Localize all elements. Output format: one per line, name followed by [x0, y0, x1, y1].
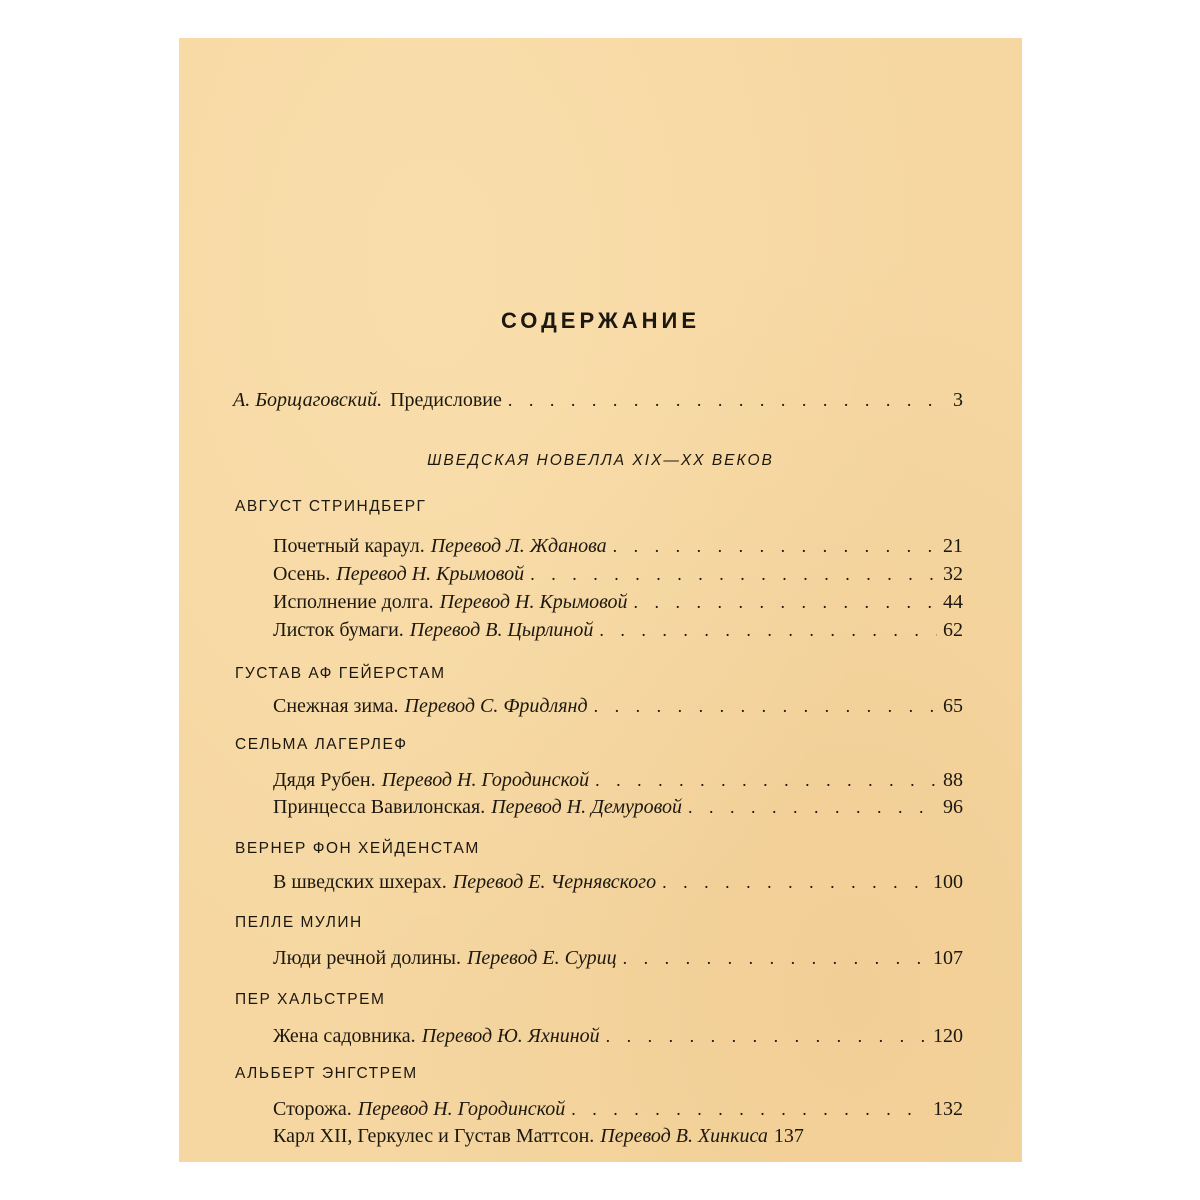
entry-page: 21: [943, 535, 963, 557]
entry-translator: Перевод С. Фридлянд: [404, 695, 588, 717]
toc-entry: [273, 769, 963, 792]
toc-entry: [273, 1125, 963, 1148]
author-heading: ПЕР ХАЛЬСТРЕМ: [235, 991, 386, 1008]
dot-leader: [599, 620, 937, 641]
dot-leader: [613, 536, 937, 557]
author-heading: ГУСТАВ АФ ГЕЙЕРСТАМ: [235, 665, 446, 682]
entry-page: 120: [933, 1025, 963, 1047]
entry-title: В шведских шхерах.: [273, 871, 447, 893]
toc-entry: [273, 796, 963, 819]
author-heading: СЕЛЬМА ЛАГЕРЛЕФ: [235, 736, 408, 753]
author-heading: ПЕЛЛЕ МУЛИН: [235, 914, 363, 931]
entry-translator: Перевод Е. Чернявского: [452, 871, 657, 893]
dot-leader: [571, 1099, 927, 1120]
dot-leader: [508, 390, 947, 411]
author-heading: ВЕРНЕР ФОН ХЕЙДЕНСТАМ: [235, 840, 480, 857]
entry-page: 107: [933, 947, 963, 969]
entry-title: Снежная зима.: [273, 695, 399, 717]
toc-entry: [273, 871, 963, 894]
entry-translator: Перевод Н. Городинской: [357, 1098, 566, 1120]
dot-leader: [688, 797, 937, 818]
entry-title: Листок бумаги.: [273, 619, 404, 641]
entry-page: 132: [933, 1098, 963, 1120]
entry-page: 96: [943, 796, 963, 818]
entry-page: 62: [943, 619, 963, 641]
dot-leader: [530, 564, 937, 585]
preface-author: А. Борщаговский.: [233, 389, 383, 411]
preface-page: 3: [953, 389, 963, 411]
entry-translator: Перевод Н. Крымовой: [439, 591, 628, 613]
entry-page: 100: [933, 871, 963, 893]
dot-leader: [623, 948, 927, 969]
entry-title: Осень.: [273, 563, 331, 585]
entry-translator: Перевод Н. Крымовой: [336, 563, 525, 585]
entry-translator: Перевод Л. Жданова: [430, 535, 607, 557]
entry-translator: Перевод В. Хинкиса: [600, 1125, 768, 1147]
entry-translator: Перевод Н. Демуровой: [491, 796, 683, 818]
preface-entry: [233, 389, 963, 412]
entry-title: Исполнение долга.: [273, 591, 434, 613]
entry-page: 137: [773, 1125, 804, 1147]
page-title: СОДЕРЖАНИЕ: [500, 308, 701, 333]
toc-entry: [273, 1098, 963, 1121]
section-heading: ШВЕДСКАЯ НОВЕЛЛА XIX—XX ВЕКОВ: [427, 452, 774, 469]
entry-page: 32: [943, 563, 963, 585]
entry-translator: Перевод В. Цырлиной: [409, 619, 594, 641]
author-heading: АВГУСТ СТРИНДБЕРГ: [235, 498, 427, 515]
author-heading: АЛЬБЕРТ ЭНГСТРЕМ: [235, 1065, 418, 1082]
preface-title: Предисловие: [390, 389, 502, 411]
toc-entry: [273, 535, 963, 558]
toc-entry: [273, 563, 963, 586]
toc-entry: [273, 1025, 963, 1048]
entry-title: Сторожа.: [273, 1098, 352, 1120]
entry-translator: Перевод Ю. Яхниной: [421, 1025, 600, 1047]
dot-leader: [634, 592, 938, 613]
toc-entry: [273, 695, 963, 718]
entry-title: Дядя Рубен.: [273, 769, 376, 791]
toc-entry: [273, 619, 963, 642]
entry-title: Люди речной долины.: [273, 947, 461, 969]
entry-page: 65: [943, 695, 963, 717]
entry-translator: Перевод Н. Городинской: [381, 769, 590, 791]
entry-title: Жена садовника.: [273, 1025, 416, 1047]
entry-translator: Перевод Е. Суриц: [466, 947, 617, 969]
dot-leader: [606, 1026, 927, 1047]
dot-leader: [595, 770, 937, 791]
entry-title: Почетный караул.: [273, 535, 425, 557]
entry-title: Принцесса Вавилонская.: [273, 796, 486, 818]
entry-page: 88: [943, 769, 963, 791]
dot-leader: [662, 872, 927, 893]
toc-entry: [273, 591, 963, 614]
dot-leader: [594, 696, 937, 717]
toc-entry: [273, 947, 963, 970]
book-page: [179, 38, 1022, 1162]
entry-title: Карл XII, Геркулес и Густав Маттсон.: [273, 1125, 595, 1147]
entry-page: 44: [943, 591, 963, 613]
